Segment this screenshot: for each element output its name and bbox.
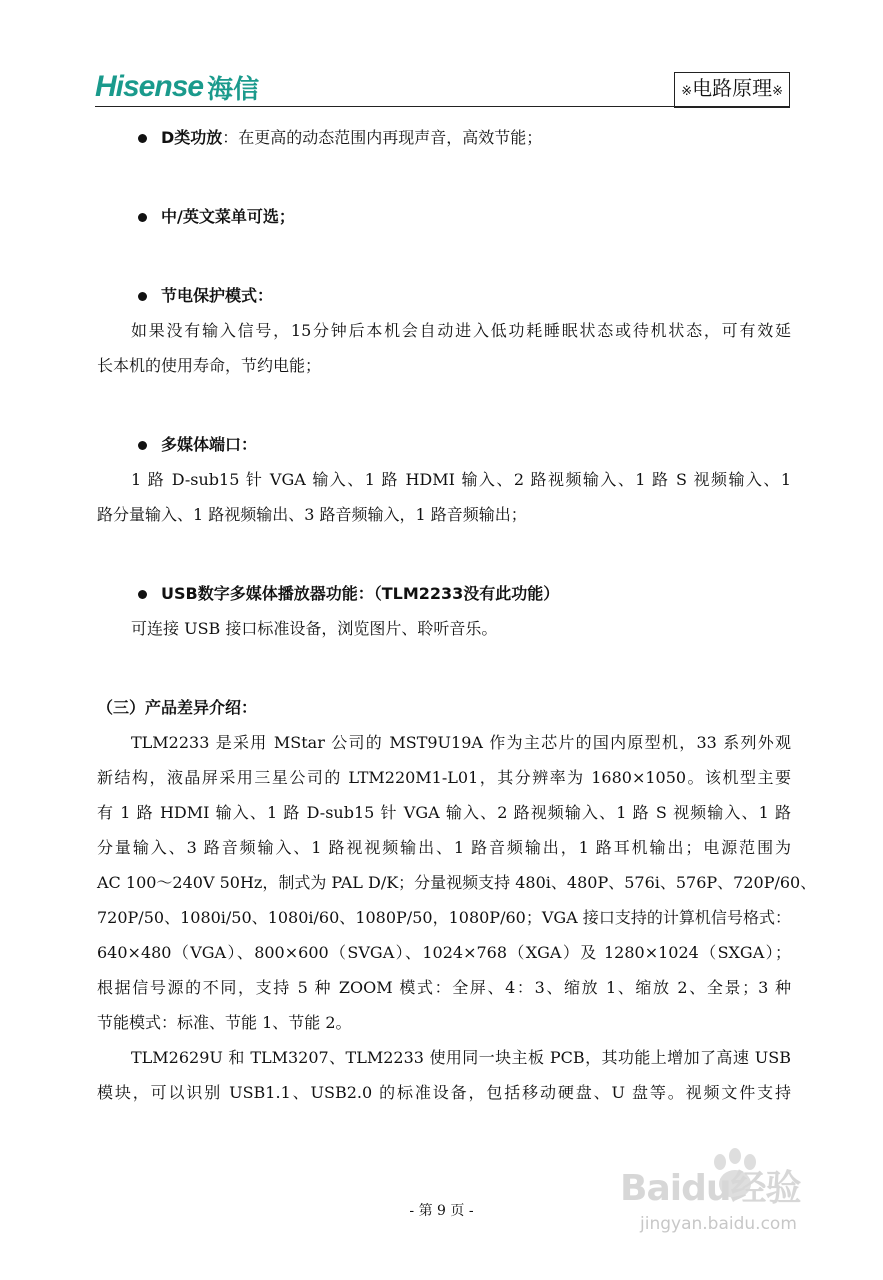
- feature-desc: ：在更高的动态范围内再现声音，高效节能；: [222, 128, 543, 147]
- body-line: 分量输入、3 路音频输入、1 路视视频输出、1 路音频输出，1 路耳机输出；电源范围为: [97, 838, 791, 857]
- reference-mark-left: ※: [681, 84, 693, 99]
- body-line: 1 路 D-sub15 针 VGA 输入、1 路 HDMI 输入、2 路视频输入、1 路 S 视频输入、1: [131, 470, 791, 489]
- bullet-icon: [138, 213, 147, 222]
- feature-menu-language: [97, 199, 791, 234]
- section-title-box: [674, 72, 790, 108]
- page-content: [97, 120, 817, 1110]
- body-line: 根据信号源的不同，支持 5 种 ZOOM 模式：全屏、4：3、缩放 1、缩放 2、全景；3 种: [97, 978, 791, 997]
- body-line: 模块，可以识别 USB1.1、USB2.0 的标准设备，包括移动硬盘、U 盘等。视频文件支持: [97, 1083, 791, 1102]
- feature-multimedia-ports: [97, 427, 791, 462]
- header-rule: [95, 106, 790, 107]
- body-line: TLM2233 是采用 MStar 公司的 MST9U19A 作为主芯片的国内原型机，33 系列外观: [131, 733, 791, 752]
- body-line: 720P/50、1080i/50、1080i/60、1080P/50，1080P/60；VGA 接口支持的计算机信号格式：: [97, 908, 791, 927]
- body-line: 节能模式：标准、节能 1、节能 2。: [97, 1013, 352, 1032]
- body-line: 有 1 路 HDMI 输入、1 路 D-sub15 针 VGA 输入、2 路视频输入、1 路 S 视频输入、1 路: [97, 803, 791, 822]
- logo-chinese-text: 海信: [207, 74, 260, 105]
- page-header: [95, 66, 790, 108]
- body-line: 如果没有输入信号，15分钟后本机会自动进入低功耗睡眠状态或待机状态，可有效延: [131, 321, 791, 340]
- feature-title: USB数字多媒体播放器功能：（TLM2233没有此功能）: [161, 584, 560, 603]
- watermark-main-text: Baidu经验: [620, 1168, 801, 1209]
- hisense-logo: [95, 70, 259, 104]
- feature-title: 节电保护模式：: [161, 286, 274, 305]
- page-number: - 第 9 页 -: [409, 1203, 474, 1219]
- feature-class-d-amp: [97, 120, 791, 155]
- body-line: 可连接 USB 接口标准设备，浏览图片、聆听音乐。: [131, 619, 498, 638]
- feature-title: 中/英文菜单可选；: [161, 207, 295, 226]
- feature-usb-player: [97, 576, 791, 611]
- body-line: AC 100～240V 50Hz，制式为 PAL D/K；分量视频支持 480i、480P、576i、576P、720P/60、: [97, 873, 817, 892]
- body-line: TLM2629U 和 TLM3207、TLM2233 使用同一块主板 PCB，其功能上增加了高速 USB: [131, 1048, 791, 1067]
- section3-heading: （三）产品差异介绍：: [97, 698, 258, 717]
- feature-title: D类功放: [161, 128, 223, 147]
- body-line: 路分量输入、1 路视频输出、3 路音频输入，1 路音频输出；: [97, 505, 527, 524]
- bullet-icon: [138, 590, 147, 599]
- watermark-url-text: jingyan.baidu.com: [640, 1214, 797, 1234]
- body-line: 新结构，液晶屏采用三星公司的 LTM220M1-L01，其分辨率为 1680×1050。该机型主要: [97, 768, 791, 787]
- feature-power-saving: [97, 278, 791, 313]
- bullet-icon: [138, 292, 147, 301]
- reference-mark-right: ※: [772, 84, 783, 99]
- bullet-icon: [138, 134, 147, 143]
- body-line: 长本机的使用寿命，节约电能；: [97, 356, 322, 375]
- feature-title: 多媒体端口：: [161, 435, 258, 454]
- body-line: 640×480（VGA）、800×600（SVGA）、1024×768（XGA）及 1280×1024（SXGA）；: [97, 943, 791, 962]
- bullet-icon: [138, 441, 147, 450]
- baidu-watermark: [620, 1148, 850, 1248]
- section-title: 电路原理: [692, 76, 773, 100]
- logo-latin-text: Hisense: [95, 70, 204, 103]
